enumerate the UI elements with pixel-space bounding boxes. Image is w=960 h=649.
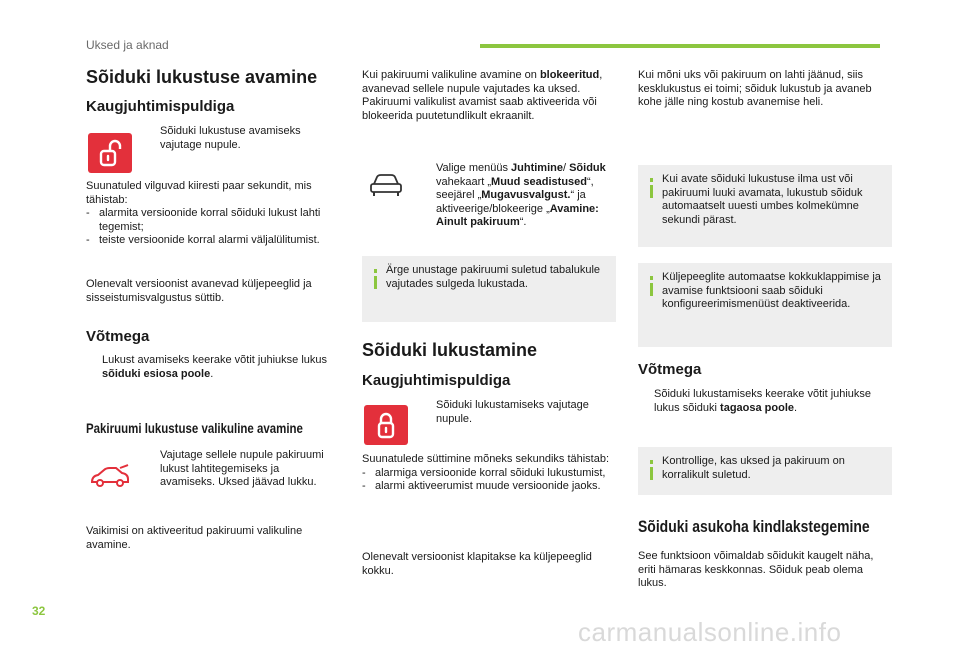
section-header: Uksed ja aknad <box>86 38 169 52</box>
unlock-remote-heading: Kaugjuhtimispuldiga <box>86 98 235 115</box>
bullet-arrow-icon <box>420 162 436 230</box>
unlock-title: Sõiduki lukustuse avamine <box>86 67 318 87</box>
unlock-key-heading: Võtmega <box>86 328 150 345</box>
unlock-button-icon <box>88 133 132 173</box>
car-front-icon <box>366 170 406 200</box>
trunk-default-text: Vaikimisi on aktiveeritud pakiruumi valikuline avamine. <box>86 525 303 551</box>
trunk-unlock-heading: Pakiruumi lukustuse valikuline avamine <box>86 420 303 436</box>
lock-step: Sõiduki lukustamiseks vajutage nupule. <box>420 399 610 426</box>
lock-remote-heading: Kaugjuhtimispuldiga <box>362 372 511 389</box>
open-door-text: Kui mõni uks või pakiruum on lahti jäänud, siis kesklukustus ei toimi; sõiduk lukustub ja avaneb kohe jälle ning kostub avanemise heli. <box>638 69 872 108</box>
locate-text: See funktsioon võimaldab sõidukit kaugelt näha, eriti hämaras keskkonnas. Sõiduk peab olema lukus. <box>638 550 874 589</box>
unlock-step: Sõiduki lukustuse avamiseks vajutage nupule. <box>144 125 324 152</box>
lock-mirrors-text: Olenevalt versioonist klapitakse ka küljepeeglid kokku. <box>362 551 592 577</box>
unlocked-padlock-icon <box>95 138 125 168</box>
info-box-mirrors: Küljepeeglite automaatse kokkuklappimise ja avamise funktsiooni saab sõiduki konfigureerimismenüüst deaktiveerida. <box>638 263 892 347</box>
lock-key-heading: Võtmega <box>638 361 702 378</box>
bullet-arrow-icon <box>638 388 654 415</box>
watermark: carmanualsonline.info <box>578 617 842 647</box>
unlock-key-step: Lukust avamiseks keerake võtit juhiukse lukus sõiduki esiosa poole. <box>86 354 342 381</box>
bullet-arrow-icon <box>144 125 160 152</box>
bullet-arrow-icon <box>86 354 102 381</box>
unlock-indicators: Suunatuled vilguvad kiiresti paar sekundit, mis tähistab: - alarmita versioonide korral sõiduki lukust lahti tegemist; - teiste versioonide korral alarmi väljalülitumist. <box>86 180 321 246</box>
info-icon <box>648 455 662 485</box>
info-icon <box>648 271 662 337</box>
locked-padlock-icon <box>371 410 401 440</box>
info-box-relock: Kui avate sõiduki lukustuse ilma ust või pakiruumi luuki avamata, lukustub sõiduk automaatselt uuesti umbes kolmekümne sekundi pärast. <box>638 165 892 247</box>
car-trunk-open-icon <box>88 460 132 492</box>
lock-key-step: Sõiduki lukustamiseks keerake võtit juhiukse lukus sõiduki tagaosa poole. <box>638 388 892 415</box>
menu-vehicle-icon <box>362 165 410 205</box>
info-icon <box>648 173 662 237</box>
menu-step: Valige menüüs Juhtimine/ Sõiduk vahekaart „Muud seadistused“, seejärel „Mugavusvalgust.“ ja aktiveerige/blokeerige „Avamine: Ainult pakiruum“. <box>420 162 610 230</box>
trunk-blocked-text: Kui pakiruumi valikuline avamine on blokeeritud, avanevad sellele nupule vajutades ka uksed. Pakiruumi valikulist avamist saab aktiveerida või blokeerida puutetundlikult ekraanilt. <box>362 69 603 122</box>
info-box-padlock: Ärge unustage pakiruumi suletud tabalukule vajutades sulgeda lukustada. <box>362 256 616 322</box>
info-icon <box>372 264 386 312</box>
lock-button-icon <box>364 405 408 445</box>
trunk-unlock-step: Vajutage sellele nupule pakiruumi lukust lahtitegemiseks ja avamiseks. Uksed jäävad lukku. <box>144 449 334 490</box>
lock-indicators: Suunatulede süttimine mõneks sekundiks tähistab: - alarmiga versioonide korral sõiduki lukustumist, - alarmi aktiveerumist muude versioonide jaoks. <box>362 453 610 492</box>
bullet-arrow-icon <box>144 449 160 490</box>
header-rule <box>480 44 880 48</box>
info-box-check-doors: Kontrollige, kas uksed ja pakiruum on korralikult suletud. <box>638 447 892 495</box>
page-number: 32 <box>32 604 46 618</box>
trunk-button-icon <box>86 456 134 496</box>
locate-title: Sõiduki asukoha kindlakstegemine <box>638 517 870 536</box>
unlock-mirrors-text: Olenevalt versioonist avanevad küljepeeglid ja sisseistumisvalgustus süttib. <box>86 278 312 304</box>
bullet-arrow-icon <box>420 399 436 426</box>
lock-title: Sõiduki lukustamine <box>362 340 538 360</box>
